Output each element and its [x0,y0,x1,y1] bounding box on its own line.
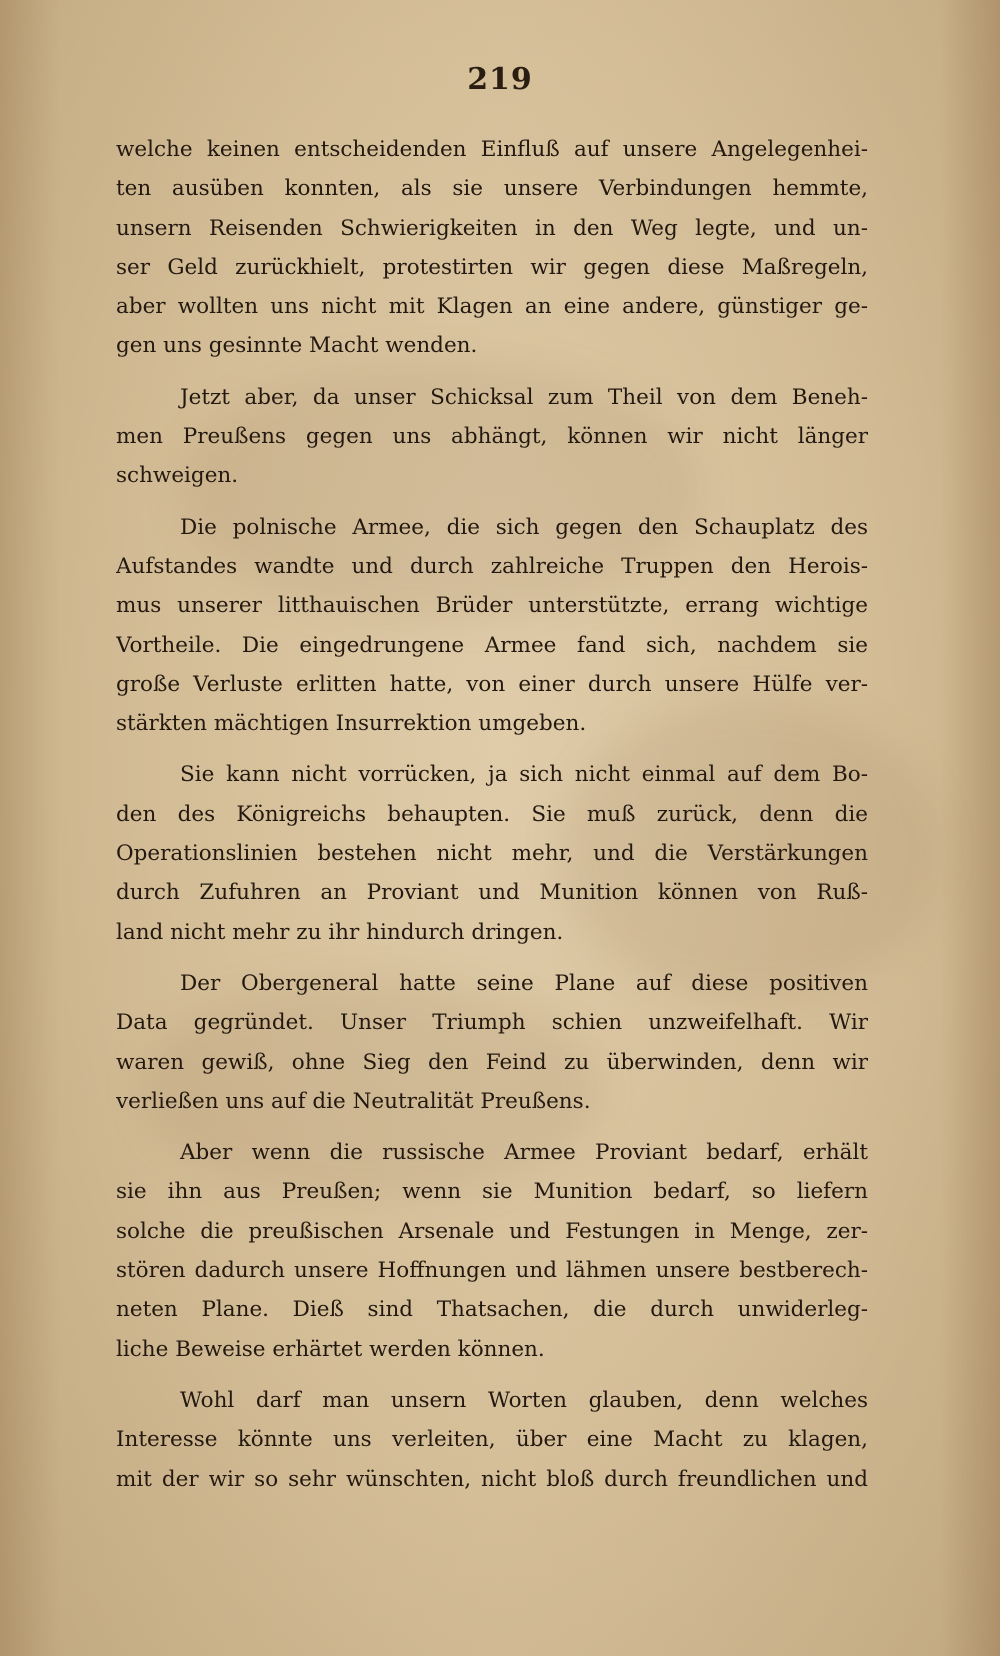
text-line: ten ausüben konnten, als sie unsere Verbindungen hemmte, [116,176,868,202]
paragraph [116,508,868,744]
text-line: Der Obergeneral hatte seine Plane auf diese positiven [180,970,868,996]
text-line: waren gewiß, ohne Sieg den Feind zu überwinden, denn wir [116,1049,868,1075]
text-line: stören dadurch unsere Hoffnungen und lähmen unsere bestberech- [116,1258,868,1284]
text-line: Interesse könnte uns verleiten, über eine Macht zu klagen, [116,1427,868,1453]
paragraph-gap [116,496,868,508]
text-line: den des Königreichs behaupten. Sie muß zurück, denn die [116,801,868,827]
paragraph-gap [116,952,868,964]
text-line: unsern Reisenden Schwierigkeiten in den Weg legte, und un- [116,215,868,241]
text-line: welche keinen entscheidenden Einfluß auf unsere Angelegenhei- [116,137,868,162]
text-line: stärkten mächtigen Insurrektion umgeben. [116,711,587,737]
text-line: ser Geld zurückhielt, protestirten wir gegen diese Maßregeln, [116,254,868,280]
text-line: Sie kann nicht vorrücken, ja sich nicht einmal auf dem Bo- [180,762,868,788]
body-text [116,130,868,1499]
text-line: Aufstandes wandte und durch zahlreiche Truppen den Herois- [116,553,868,579]
paragraph [116,130,868,366]
paragraph-gap [116,743,868,755]
text-line: land nicht mehr zu ihr hindurch dringen. [116,919,564,945]
text-line: liche Beweise erhärtet werden können. [116,1336,545,1362]
text-line: aber wollten uns nicht mit Klagen an eine andere, günstiger ge- [116,294,868,320]
paragraph-gap [116,1121,868,1133]
text-line: sie ihn aus Preußen; wenn sie Munition bedarf, so liefern [116,1179,868,1205]
text-line: Data gegründet. Unser Triumph schien unzweifelhaft. Wir [116,1010,868,1036]
text-line: schweigen. [116,463,239,489]
text-line: mus unserer litthauischen Brüder unterstützte, errang wichtige [116,593,868,619]
text-line: Operationslinien bestehen nicht mehr, und die Verstärkungen [116,841,868,867]
paragraph [116,755,868,951]
text-line: Jetzt aber, da unser Schicksal zum Theil von dem Beneh- [180,384,868,410]
text-line: verließen uns auf die Neutralität Preußens. [116,1088,591,1114]
text-line: große Verluste erlitten hatte, von einer durch unsere Hülfe ver- [116,671,868,697]
paragraph [116,964,868,1121]
paragraph-gap [116,366,868,378]
text-line: Die polnische Armee, die sich gegen den Schauplatz des [180,514,868,540]
text-line: durch Zufuhren an Proviant und Munition können von Ruß- [116,880,868,906]
text-line: Vortheile. Die eingedrungene Armee fand sich, nachdem sie [116,632,868,658]
paragraph [116,1381,868,1499]
paragraph [116,378,868,496]
text-line: neten Plane. Dieß sind Thatsachen, die durch unwiderleg- [116,1297,868,1323]
paragraph-gap [116,1369,868,1381]
text-line: men Preußens gegen uns abhängt, können wir nicht länger [116,424,868,450]
page-number: 219 [467,62,533,97]
text-line: Aber wenn die russische Armee Proviant bedarf, erhält [180,1140,868,1166]
text-line: Wohl darf man unsern Worten glauben, denn welches [180,1387,868,1413]
text-line: solche die preußischen Arsenale und Festungen in Menge, zer- [116,1218,868,1244]
text-line: mit der wir so sehr wünschten, nicht bloß durch freundlichen und [116,1466,868,1492]
paragraph [116,1133,868,1369]
text-line: gen uns gesinnte Macht wenden. [116,333,478,359]
